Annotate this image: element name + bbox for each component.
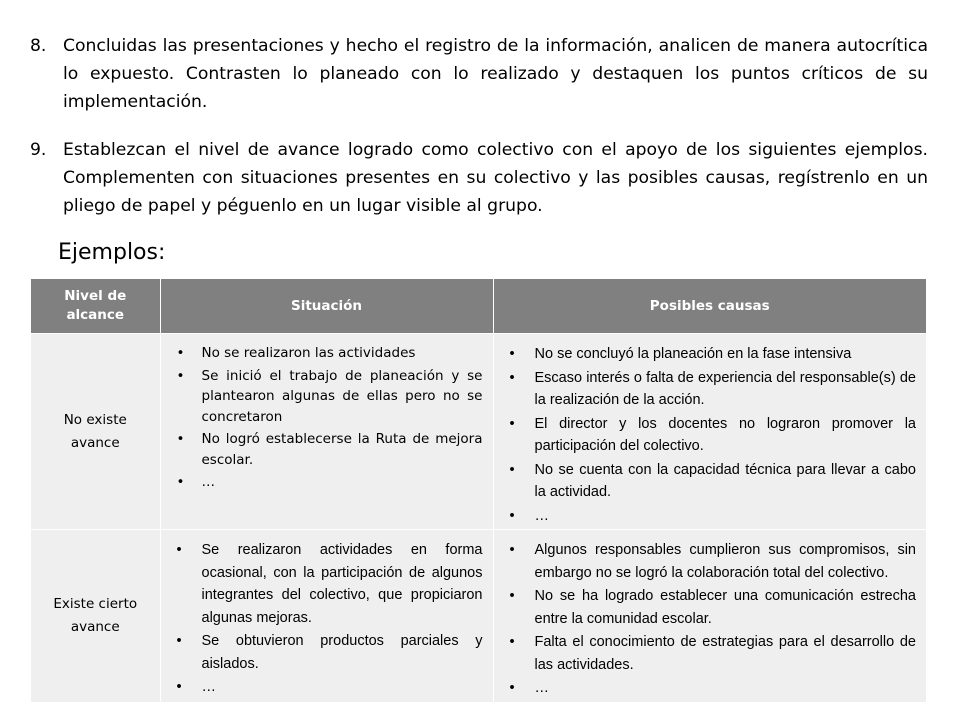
instruction-step-9 (30, 136, 928, 220)
list-item: • No se ha logrado establecer una comunicación estrecha entre la comunidad escolar. (508, 585, 917, 630)
situacion-cell (160, 530, 493, 702)
situacion-list (162, 531, 492, 699)
causas-list (495, 335, 926, 527)
level-cell: No existe avance (31, 334, 160, 530)
situacion-cell (160, 334, 493, 530)
list-item: • Escaso interés o falta de experiencia del responsable(s) de la realización de la acción. (508, 367, 917, 412)
header-situacion: Situación (160, 279, 493, 334)
header-nivel-alcance: Nivel de alcance (31, 279, 160, 334)
table-header-row (31, 279, 926, 334)
list-item: • … (175, 472, 483, 493)
step-number: 8. (30, 36, 47, 56)
list-item: • No logró establecerse la Ruta de mejora escolar. (175, 429, 483, 470)
list-item: • No se concluyó la planeación en la fase intensiva (508, 343, 917, 366)
list-item: • Se obtuvieron productos parciales y aislados. (175, 630, 483, 675)
causas-list (495, 531, 926, 700)
level-cell: Existe cierto avance (31, 530, 160, 702)
examples-heading: Ejemplos: (58, 240, 166, 265)
list-item: • … (175, 676, 483, 699)
list-item: • El director y los docentes no lograron promover la participación del colectivo. (508, 413, 917, 458)
causas-cell (493, 530, 926, 702)
list-item: • Se inició el trabajo de planeación y se plantearon algunas de ellas pero no se concretaron (175, 366, 483, 428)
list-item: • … (508, 677, 917, 700)
list-item: • … (508, 505, 917, 528)
list-item: • No se cuenta con la capacidad técnica para llevar a cabo la actividad. (508, 459, 917, 504)
step-text: Concluidas las presentaciones y hecho el registro de la información, analicen de manera autocrítica lo expuesto. Contrasten lo planeado con lo realizado y destaquen los puntos críticos de su implementación. (63, 36, 928, 112)
list-item: • Algunos responsables cumplieron sus compromisos, sin embargo no se logró la colaboración total del colectivo. (508, 539, 917, 584)
causas-cell (493, 334, 926, 530)
header-posibles-causas: Posibles causas (493, 279, 926, 334)
step-number: 9. (30, 140, 47, 160)
situacion-list (162, 335, 492, 493)
list-item: • No se realizaron las actividades (175, 343, 483, 364)
table-row (31, 334, 926, 530)
examples-table (31, 279, 926, 702)
step-text: Establezcan el nivel de avance logrado como colectivo con el apoyo de los siguientes ejemplos. Complementen con situaciones presentes en su colectivo y las posibles causas, regístrenlo en un pliego de papel y péguenlo en un lugar visible al grupo. (63, 140, 928, 216)
list-item: • Falta el conocimiento de estrategias para el desarrollo de las actividades. (508, 631, 917, 676)
table-row (31, 530, 926, 702)
list-item: • Se realizaron actividades en forma ocasional, con la participación de algunos integrantes del colectivo, que propiciaron algunas mejoras. (175, 539, 483, 629)
instruction-step-8 (30, 32, 928, 116)
